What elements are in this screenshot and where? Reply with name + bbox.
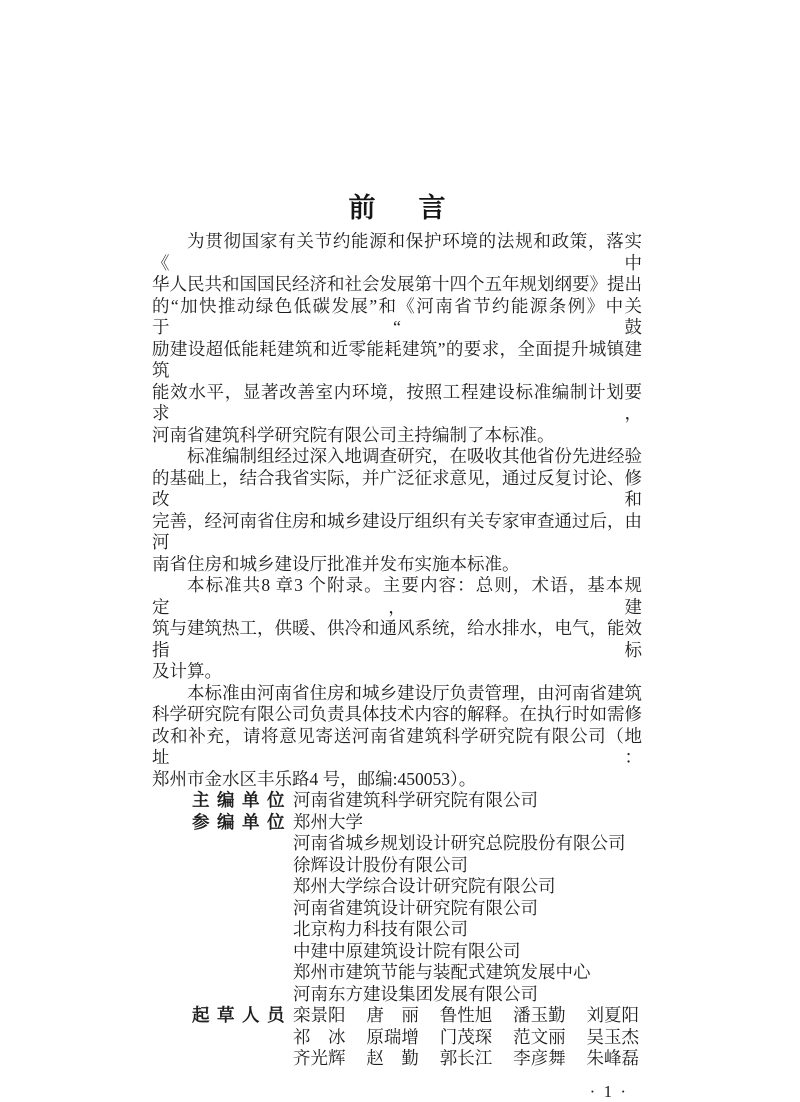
- paragraph-3: [152, 575, 642, 683]
- drafter-name: 吴玉杰: [587, 1027, 640, 1049]
- drafter-name: 李彦舞: [513, 1048, 566, 1070]
- paragraph-line: 的“加快推动绿色低碳发展”和《河南省节约能源条例》中关于“鼓: [152, 296, 642, 339]
- preface-body: [152, 231, 642, 1102]
- unit-name: 郑州市建筑节能与装配式建筑发展中心: [293, 962, 642, 984]
- paragraph-line: 本标准由河南省住房和城乡建设厅负责管理，由河南省建筑: [152, 683, 642, 705]
- paragraph-line: 的基础上，结合我省实际，并广泛征求意见，通过反复讨论、修改和: [152, 468, 642, 511]
- page-title: 前 言: [152, 193, 642, 224]
- page-number: · 1 ·: [152, 1081, 642, 1102]
- paragraph-line: 南省住房和城乡建设厅批准并发布实施本标准。: [152, 554, 642, 576]
- paragraph-line: 及计算。: [152, 661, 642, 683]
- unit-name: 徐辉设计股份有限公司: [293, 855, 642, 877]
- drafter-name: 栾景阳: [293, 1005, 346, 1027]
- drafter-name: 潘玉勤: [513, 1005, 566, 1027]
- chief-editor-units: [293, 790, 642, 812]
- drafter-name: 郭长江: [440, 1048, 493, 1070]
- unit-name: 中建中原建筑设计院有限公司: [293, 941, 642, 963]
- paragraph-line: 完善，经河南省住房和城乡建设厅组织有关专家审查通过后，由河: [152, 511, 642, 554]
- drafters-row: [293, 1027, 642, 1049]
- drafter-name: 鲁性旭: [440, 1005, 493, 1027]
- paragraph-line: 能效水平，显著改善室内环境，按照工程建设标准编制计划要求，: [152, 382, 642, 425]
- document-page: [152, 0, 642, 1102]
- paragraph-line: 为贯彻国家有关节约能源和保护环境的法规和政策，落实《中: [152, 231, 642, 274]
- unit-name: 河南省建筑设计研究院有限公司: [293, 898, 642, 920]
- paragraph-line: 河南省建筑科学研究院有限公司主持编制了本标准。: [152, 425, 642, 447]
- drafter-name: 赵 勤: [366, 1048, 419, 1070]
- unit-name: 郑州大学: [293, 812, 642, 834]
- drafters-row: [293, 1005, 642, 1027]
- paragraph-2: [152, 446, 642, 575]
- paragraph-line: 郑州市金水区丰乐路4 号，邮编:450053）。: [152, 769, 642, 791]
- paragraph-line: 筑与建筑热工，供暖、供冷和通风系统，给水排水，电气，能效指标: [152, 618, 642, 661]
- unit-name: 郑州大学综合设计研究院有限公司: [293, 876, 642, 898]
- participating-section: [152, 812, 642, 1006]
- participating-units: [293, 812, 642, 1006]
- drafter-name: 朱峰磊: [587, 1048, 640, 1070]
- paragraph-line: 科学研究院有限公司负责具体技术内容的解释。在执行时如需修: [152, 704, 642, 726]
- drafters-row: [293, 1048, 642, 1070]
- drafter-name: 范文丽: [513, 1027, 566, 1049]
- chief-editor-label: 主编单位: [192, 790, 293, 812]
- paragraph-line: 标准编制组经过深入地调查研究，在吸收其他省份先进经验: [152, 446, 642, 468]
- drafters-section: [152, 1005, 642, 1070]
- paragraph-line: 本标准共8 章3 个附录。主要内容：总则，术语，基本规定，建: [152, 575, 642, 618]
- paragraph-line: 华人民共和国国民经济和社会发展第十四个五年规划纲要》提出: [152, 274, 642, 296]
- unit-name: 河南省建筑科学研究院有限公司: [293, 790, 642, 812]
- drafter-name: 唐 丽: [366, 1005, 419, 1027]
- drafter-name: 齐光辉: [293, 1048, 346, 1070]
- drafters-label: 起草人员: [192, 1005, 293, 1070]
- paragraph-1: [152, 231, 642, 446]
- drafters-list: [293, 1005, 642, 1070]
- drafter-name: 祁 冰: [293, 1027, 346, 1049]
- unit-name: 河南东方建设集团发展有限公司: [293, 984, 642, 1006]
- paragraph-4: [152, 683, 642, 791]
- paragraph-line: 改和补充，请将意见寄送河南省建筑科学研究院有限公司（地址：: [152, 726, 642, 769]
- drafter-name: 门茂琛: [440, 1027, 493, 1049]
- paragraph-line: 励建设超低能耗建筑和近零能耗建筑”的要求，全面提升城镇建筑: [152, 339, 642, 382]
- unit-name: 北京构力科技有限公司: [293, 919, 642, 941]
- unit-name: 河南省城乡规划设计研究总院股份有限公司: [293, 833, 642, 855]
- participating-label: 参编单位: [192, 812, 293, 1006]
- drafter-name: 原瑞增: [366, 1027, 419, 1049]
- drafter-name: 刘夏阳: [587, 1005, 640, 1027]
- chief-editor-section: [152, 790, 642, 812]
